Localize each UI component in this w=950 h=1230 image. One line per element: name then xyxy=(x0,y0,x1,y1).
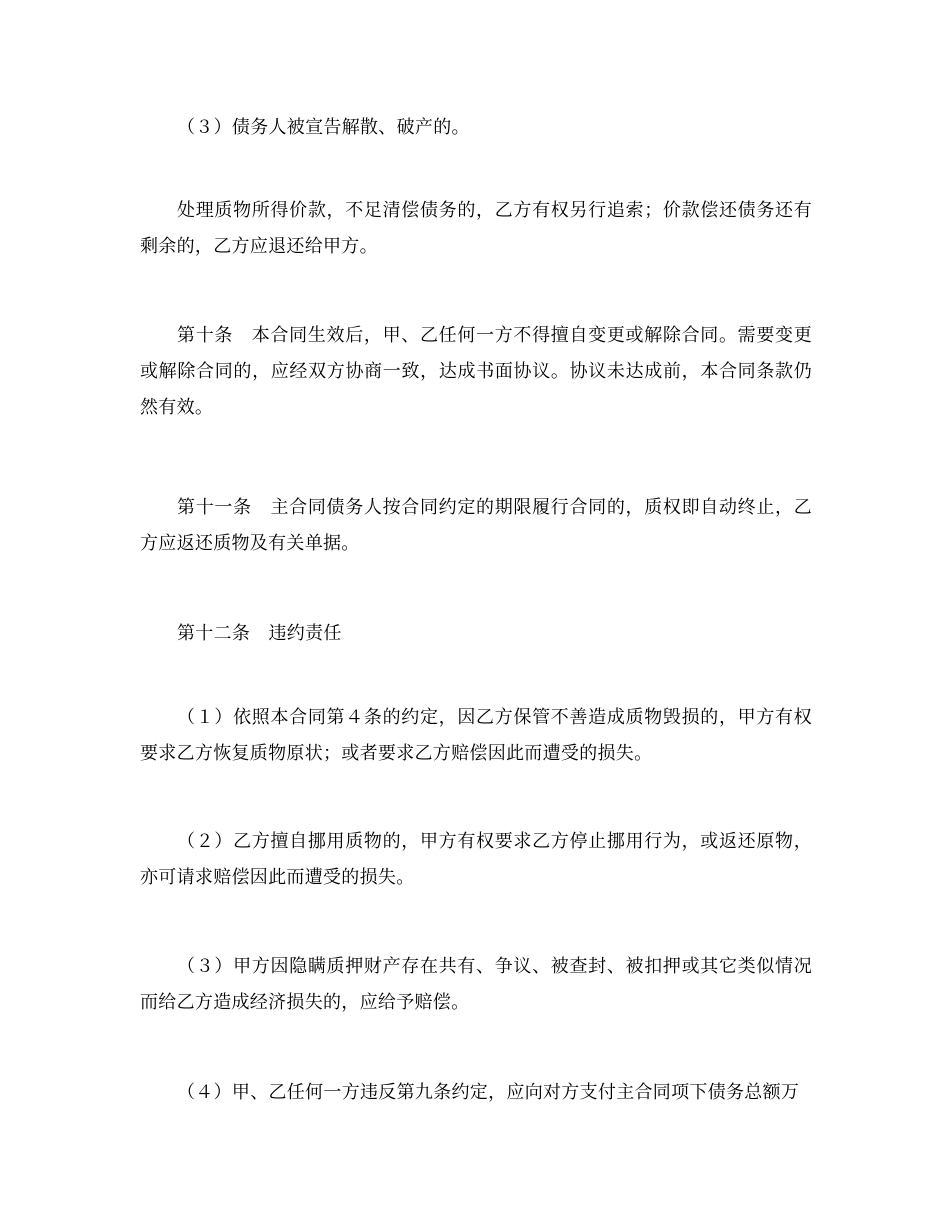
paragraph-breach-item-1: （１）依照本合同第４条的约定，因乙方保管不善造成质物毁损的，甲方有权要求乙方恢复质物原状；或者要求乙方赔偿因此而遭受的损失。 xyxy=(140,707,812,764)
paragraph-article-10: 第十条 本合同生效后，甲、乙任何一方不得擅自变更或解除合同。需要变更或解除合同的，应经双方协商一致，达成书面协议。协议未达成前，本合同条款仍然有效。 xyxy=(140,325,812,418)
paragraph-breach-item-3: （３）甲方因隐瞒质押财产存在共有、争议、被查封、被扣押或其它类似情况而给乙方造成经济损失的，应给予赔偿。 xyxy=(140,956,812,1013)
paragraph-clause-9-item-3: （３）债务人被宣告解散、破产的。 xyxy=(177,117,470,138)
paragraph-article-11: 第十一条 主合同债务人按合同约定的期限履行合同的，质权即自动终止，乙方应返还质物及有关单据。 xyxy=(140,497,812,554)
heading-article-12: 第十二条 违约责任 xyxy=(177,623,342,644)
paragraph-breach-item-2: （２）乙方擅自挪用质物的，甲方有权要求乙方停止挪用行为，或返还原物，亦可请求赔偿因此而遭受的损失。 xyxy=(140,831,812,888)
paragraph-pledge-proceeds: 处理质物所得价款，不足清偿债务的，乙方有权另行追索；价款偿还债务还有剩余的，乙方应退还给甲方。 xyxy=(140,200,812,257)
paragraph-breach-item-4: （４）甲、乙任何一方违反第九条约定，应向对方支付主合同项下债务总额万 xyxy=(177,1082,800,1103)
